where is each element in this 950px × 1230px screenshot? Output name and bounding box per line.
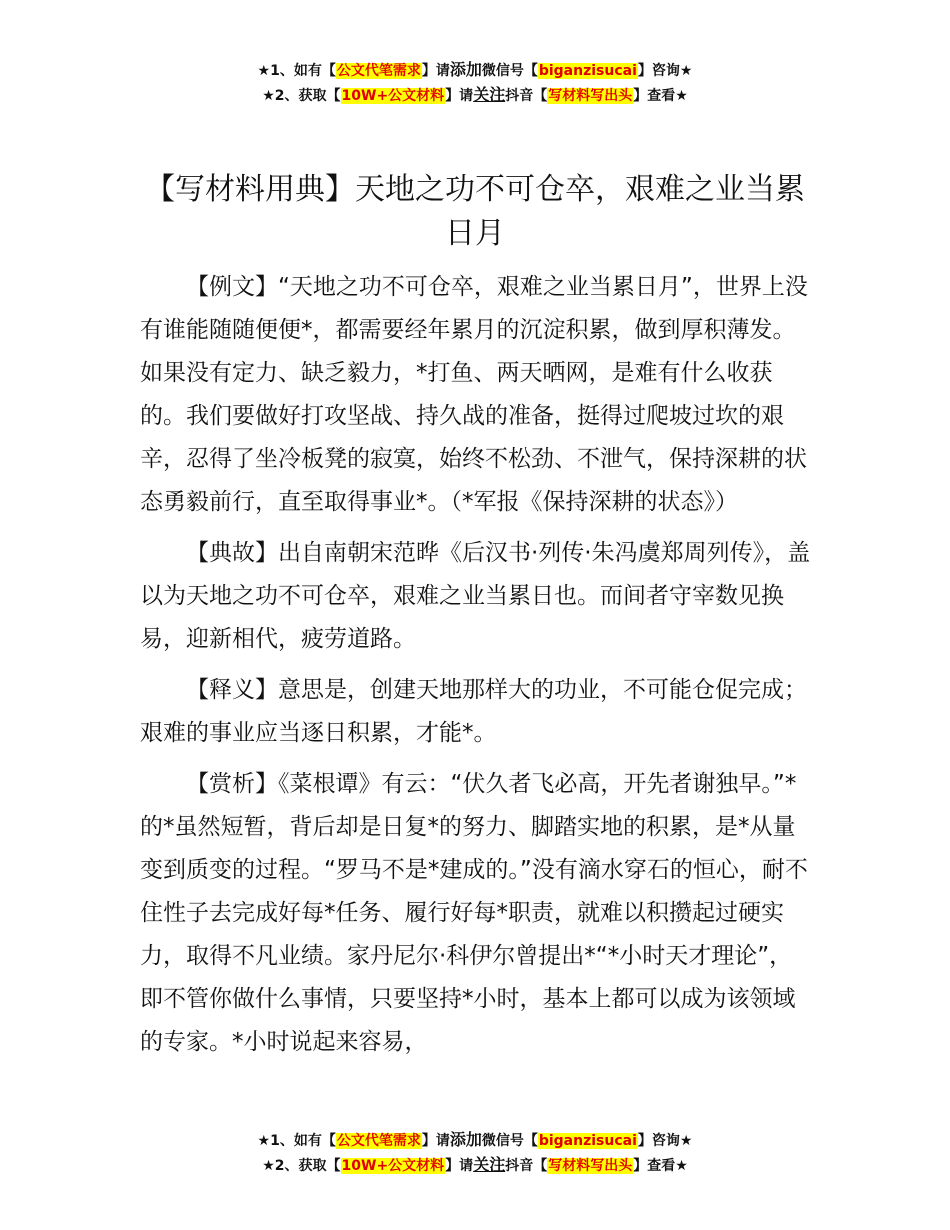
highlight-wechat-id: biganzisucai: [538, 63, 637, 79]
paragraph-example: 【例文】“天地之功不可仓卒，艰难之业当累日月”，世界上没有谁能随随便便*，都需要经年累月的沉淀积累，做到厚积薄发。如果没有定力、缺乏毅力，*打鱼、两天晒网，是难有什么收获的。我们要做好打攻坚战、持久战的准备，挺得过爬坡过坎的艰辛，忍得了坐冷板凳的寂寞，始终不松劲、不泄气，保持深耕的状态勇毅前行，直至取得事业*。（*军报《保持深耕的状态》）: [140, 274, 808, 515]
banner-line-2: ★2、获取【10W+公文材料】请关注抖音【写材料写出头】查看★: [262, 85, 688, 104]
highlight-douyin: 写材料写出头: [548, 1158, 633, 1174]
highlight-materials: 10W+公文材料: [341, 1158, 445, 1174]
banner-line-1: ★1、如有【公文代笔需求】请添加微信号【biganzisucai】咨询★: [257, 60, 693, 79]
banner-line-1: ★1、如有【公文代笔需求】请添加微信号【biganzisucai】咨询★: [257, 1130, 693, 1149]
document-body: [140, 266, 815, 1072]
highlight-wechat-id: biganzisucai: [538, 1133, 637, 1149]
header-banner: [0, 58, 950, 108]
highlight-service: 公文代笔需求: [336, 63, 421, 79]
highlight-materials: 10W+公文材料: [341, 88, 445, 104]
highlight-douyin: 写材料写出头: [548, 88, 633, 104]
paragraph-meaning: 【释义】意思是，创建天地那样大的功业，不可能仓促完成；艰难的事业应当逐日积累，才能*。: [140, 677, 807, 746]
document-title: 【写材料用典】天地之功不可仓卒，艰难之业当累日月: [145, 172, 805, 251]
banner-line-2: ★2、获取【10W+公文材料】请关注抖音【写材料写出头】查看★: [262, 1155, 688, 1174]
paragraph-analysis: 【赏析】《菜根谭》有云：“伏久者飞必高，开先者谢独早。”*的*虽然短暂，背后却是日复*的努力、脚踏实地的积累，是*从量变到质变的过程。“罗马不是*建成的。”没有滴水穿石的恒心，耐不住性子去完成好每*任务、履行好每*职责，就难以积攒起过硬实力，取得不凡业绩。家丹尼尔·科伊尔曾提出*“*小时天才理论”，即不管你做什么事情，只要坚持*小时，基本上都可以成为该领域的专家。*小时说起来容易，: [140, 771, 808, 1055]
footer-banner: [0, 1128, 950, 1178]
paragraph-origin: 【典故】出自南朝宋范晔《后汉书·列传·朱冯虞郑周列传》，盖以为天地之功不可仓卒，艰难之业当累日也。而间者守宰数见换易，迎新相代，疲劳道路。: [140, 540, 811, 652]
highlight-service: 公文代笔需求: [336, 1133, 421, 1149]
